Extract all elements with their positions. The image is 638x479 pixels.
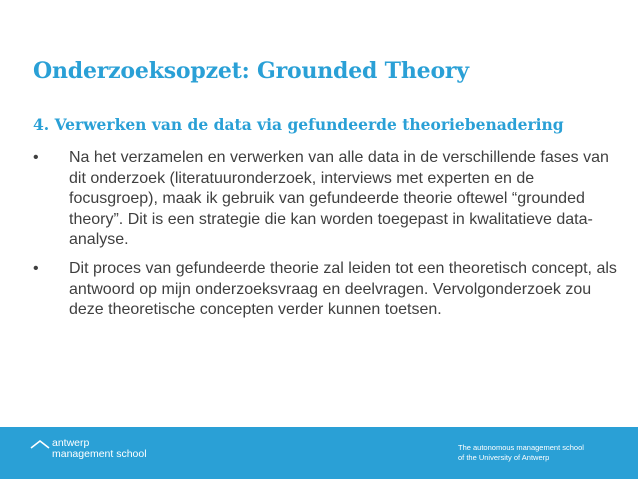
bullet-item bbox=[33, 259, 618, 321]
tagline-line-2: of the University of Antwerp bbox=[458, 452, 550, 462]
logo-line-1: antwerp bbox=[52, 437, 90, 449]
bullet-item bbox=[33, 148, 618, 251]
tagline-line-1: The autonomous management school bbox=[458, 443, 584, 452]
school-logo bbox=[30, 438, 147, 460]
logo-line-2: management school bbox=[52, 448, 147, 460]
slide-subtitle: 4. Verwerken van de data via gefundeerde theoriebenadering bbox=[33, 115, 564, 134]
bullet-list bbox=[33, 148, 618, 329]
bullet-dot-icon: • bbox=[33, 149, 39, 166]
logo-text bbox=[52, 438, 147, 460]
footer-bar bbox=[0, 427, 638, 479]
slide-title: Onderzoeksopzet: Grounded Theory bbox=[33, 58, 469, 84]
bullet-text: Dit proces van gefundeerde theorie zal leiden tot een theoretisch concept, als antwoord op mijn onderzoeksvraag en deelvragen. Vervolgonderzoek zou deze theoretische concepten verder kunnen toetsen. bbox=[69, 259, 617, 319]
bullet-text: Na het verzamelen en verwerken van alle data in de verschillende fases van dit onderzoek (literatuuronderzoek, interviews met experten en de focusgroep), maak ik gebruik van gefundeerde theorie oftewel “grounded theory”. Dit is een strategie die kan worden toegepast in kwalitatieve data-analyse. bbox=[69, 149, 609, 249]
antwerp-management-school-logo-icon bbox=[30, 438, 50, 450]
bullet-dot-icon: • bbox=[33, 259, 39, 277]
footer-tagline bbox=[458, 443, 584, 462]
